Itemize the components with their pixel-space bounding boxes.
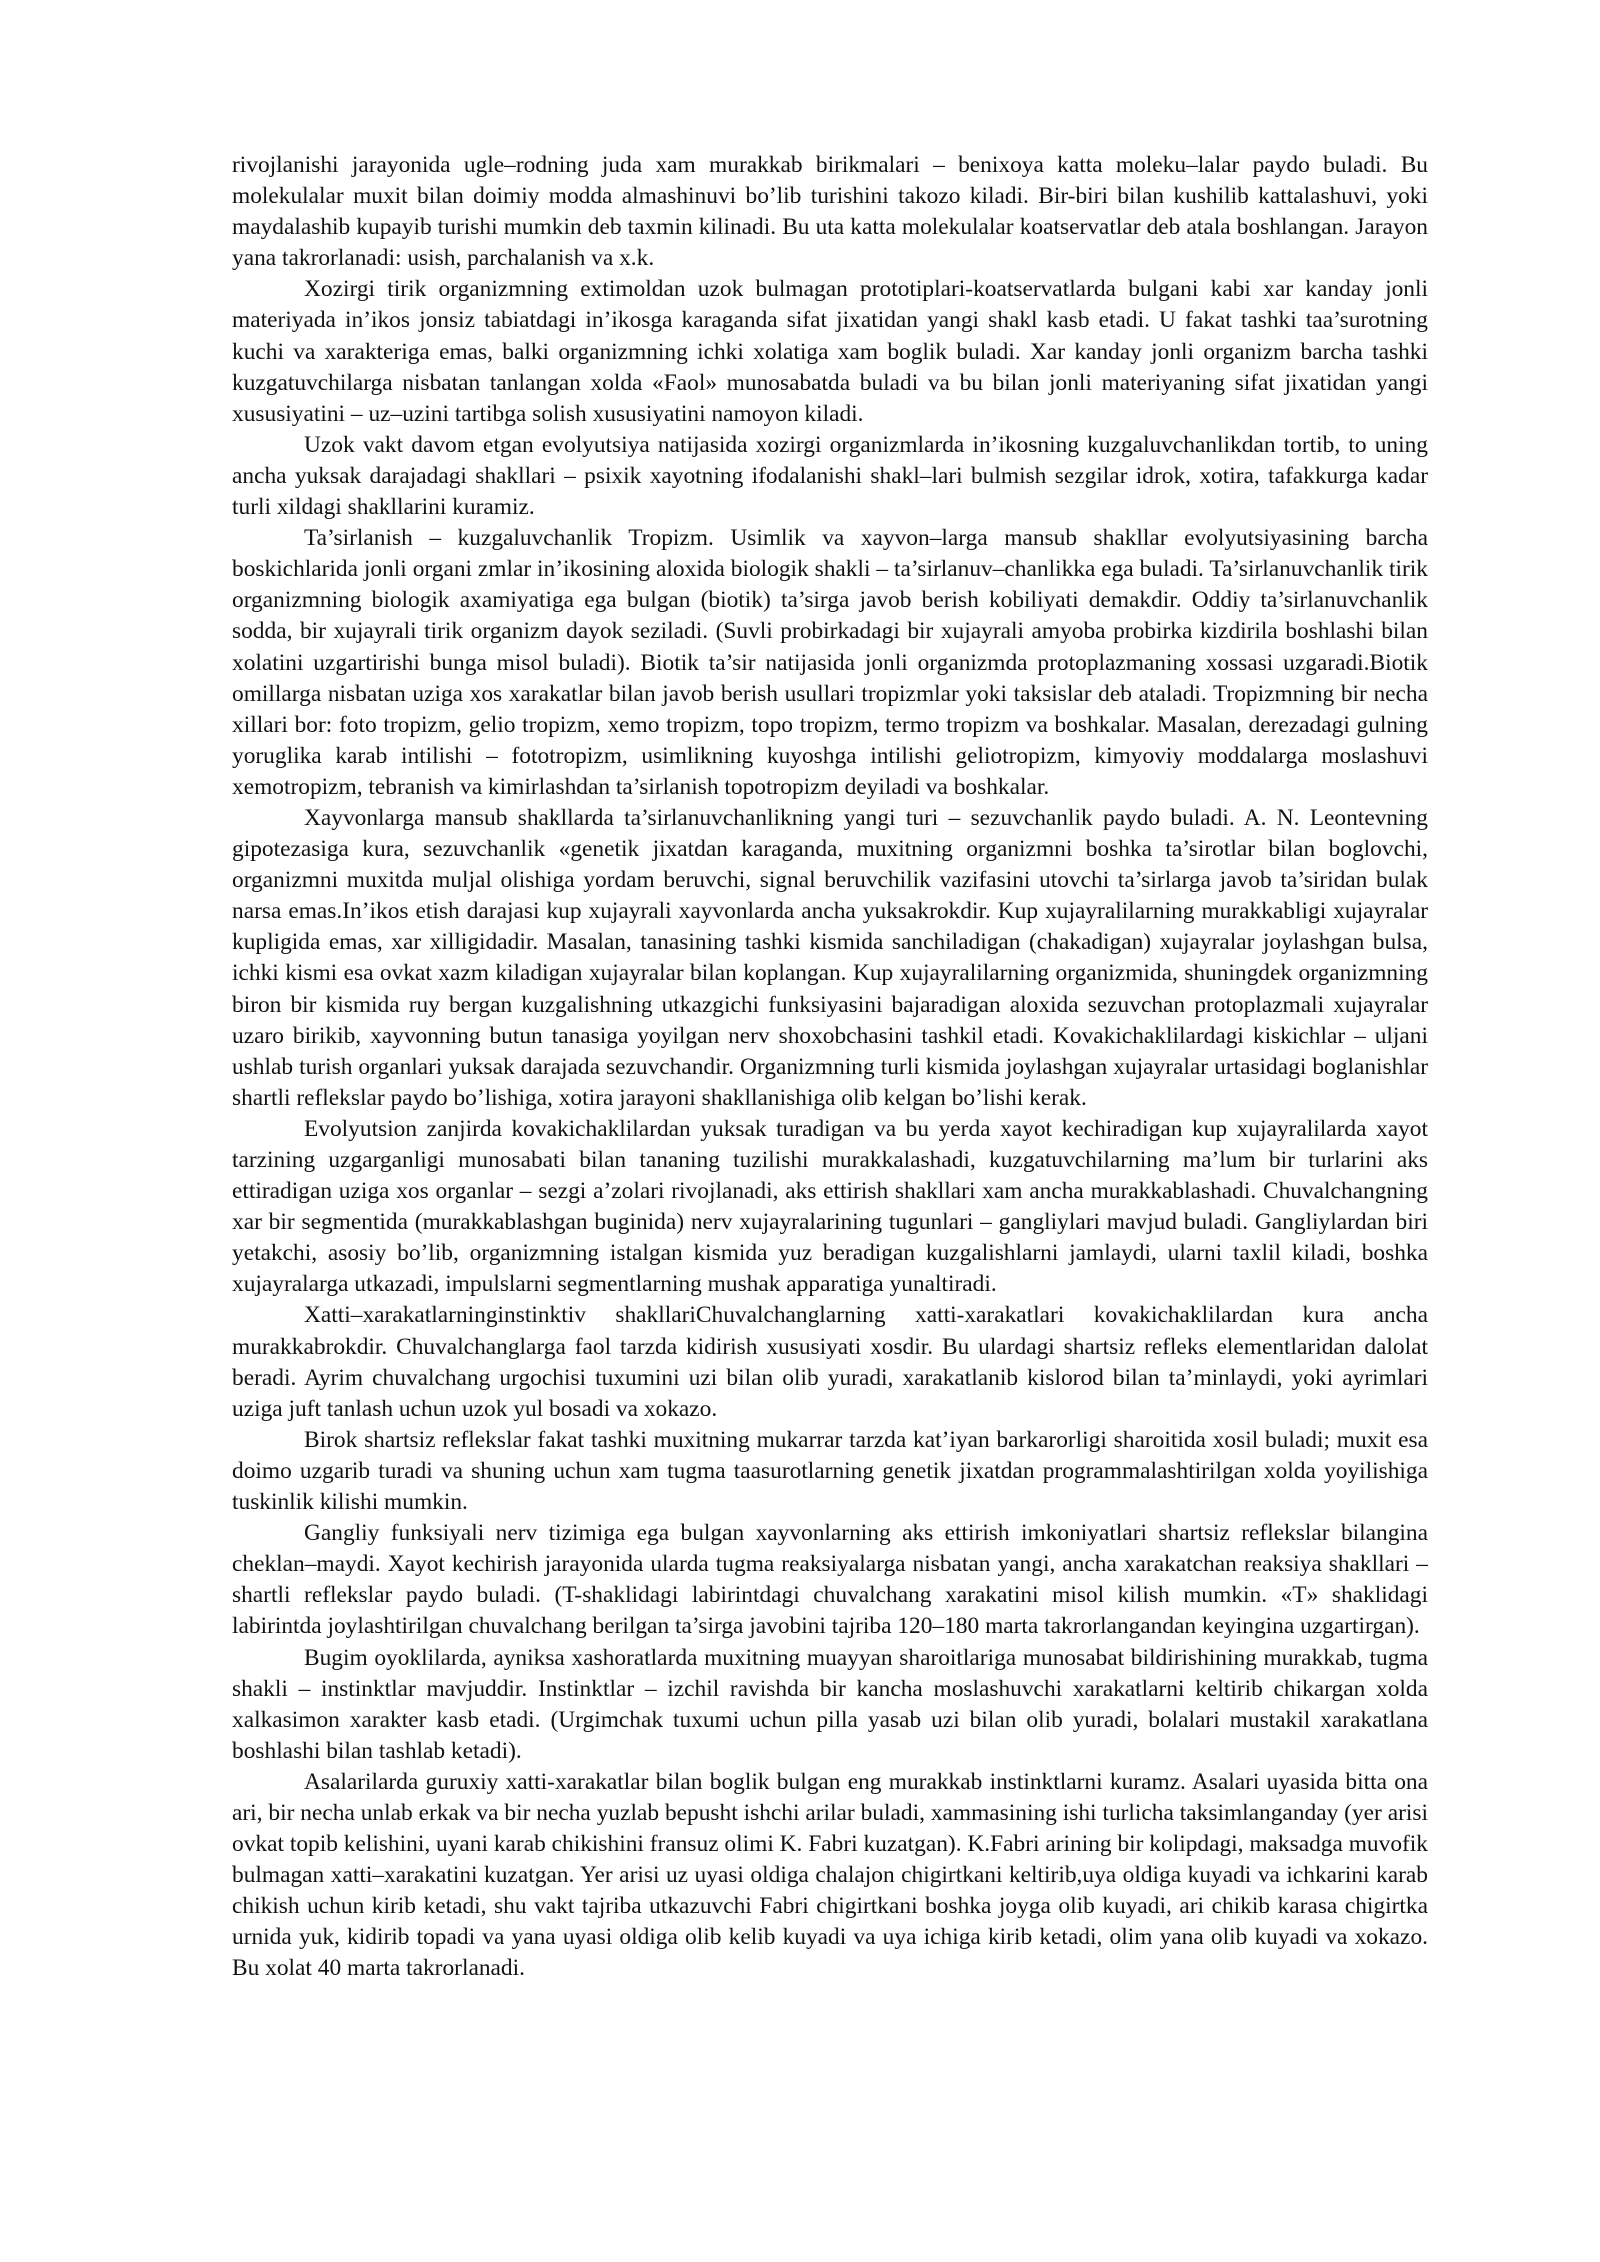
paragraph-7: Xatti–xarakatlarninginstinktiv shakllariChuvalchanglarning xatti-xarakatlari kovakichaklilardan kura ancha murakkabrokdir. Chuvalchanglarga faol tarzda kidirish xususiyati xosdir. Bu ulardagi shartsiz refleks elementlaridan dalolat beradi. Ayrim chuvalchang urgochisi tuxumini uzi bilan olib yuradi, xarakatlanib kislorod bilan ta’minlaydi, yoki ayrimlari uziga juft tanlash uchun uzok yul bosadi va xokazo. <box>232 1302 1428 1422</box>
paragraph-4: Ta’sirlanish – kuzgaluvchanlik Tropizm. Usimlik va xayvon–larga mansub shakllar evolyutsiyasining barcha boskichlarida jonli organi zmlar in’ikosining aloxida biologik shakli – ta’sirlanuv–chanlikka ega buladi. Ta’sirlanuvchanlik tirik organizmning biologik axamiyatiga ega bulgan (biotik) ta’sirga javob berish kobiliyati demakdir. Oddiy ta’sirlanuvchanlik sodda, bir xujayrali tirik organizm dayok seziladi. (Suvli probirkadagi bir xujayrali amyoba probirka kizdirila boshlashi bilan xolatini uzgartirishi bunga misol buladi). Biotik ta’sir natijasida jonli organizmda protoplazmaning xossasi uzgaradi.Biotik omillarga nisbatan uziga xos xarakatlar bilan javob berish usullari tropizmlar yoki taksislar deb ataladi. Tropizmning bir necha xillari bor: foto tropizm, gelio tropizm, xemo tropizm, topo tropizm, termo tropizm va boshkalar. Masalan, derezadagi gulning yoruglika karab intilishi – fototropizm, usimlikning kuyoshga intilishi geliotropizm, kimyoviy moddalarga moslashuvi xemotropizm, tebranish va kimirlashdan ta’sirlanish topotropizm deyiladi va boshkalar. <box>232 525 1428 800</box>
paragraph-10: Bugim oyoklilarda, ayniksa xashoratlarda muxitning muayyan sharoitlariga munosabat bildirishining murakkab, tugma shakli – instinktlar mavjuddir. Instinktlar – izchil ravishda bir kancha moslashuvchi xarakatlarni keltirib chikargan xolda xalkasimon xarakter kasb etadi. (Urgimchak tuxumi uchun pilla yasab uzi bilan olib yuradi, bolalari mustakil xarakatlana boshlashi bilan tashlab ketadi). <box>232 1644 1428 1764</box>
paragraph-5: Xayvonlarga mansub shakllarda ta’sirlanuvchanlikning yangi turi – sezuvchanlik paydo buladi. A. N. Leontevning gipotezasiga kura, sezuvchanlik «genetik jixatdan karaganda, muxitning organizmni boshka ta’sirotlar bilan boglovchi, organizmni muxitda muljal olishiga yordam beruvchi, signal beruvchilik vazifasini utovchi ta’sirlarga javob ta’siridan bulak narsa emas.In’ikos etish darajasi kup xujayrali xayvonlarda ancha yuksakrokdir. Kup xujayralilarning murakkabligi xujayralar kupligida emas, xar xilligidadir. Masalan, tanasining tashki kismida sanchiladigan (chakadigan) xujayralar joylashgan bulsa, ichki kismi esa ovkat xazm kiladigan xujayralar bilan koplangan. Kup xujayralilarning organizmida, shuningdek organizmning biron bir kismida ruy bergan kuzgalishning utkazgichi funksiyasini bajaradigan aloxida sezuvchan protoplazmali xujayralar uzaro birikib, xayvonning butun tanasiga yoyilgan nerv shoxobchasini tashkil etadi. Kovakichaklilardagi kiskichlar – uljani ushlab turish organlari yuksak darajada sezuvchandir. Organizmning turli kismida joylashgan xujayralar urtasidagi boglanishlar shartli reflekslar paydo bo’lishiga, xotira jarayoni shakllanishiga olib kelgan bo’lishi kerak. <box>232 804 1428 1111</box>
document-page <box>232 150 1428 1985</box>
paragraph-8: Birok shartsiz reflekslar fakat tashki muxitning mukarrar tarzda kat’iyan barkarorligi sharoitida xosil buladi; muxit esa doimo uzgarib turadi va shuning uchun xam tugma taasurotlarning genetik jixatdan programmalashtirilgan xolda yoyilishiga tuskinlik kilishi mumkin. <box>232 1426 1428 1516</box>
paragraph-2: Xozirgi tirik organizmning extimoldan uzok bulmagan prototiplari-koatservatlarda bulgani kabi xar kanday jonli materiyada in’ikos jonsiz tabiatdagi in’ikosga karaganda sifat jixatidan yangi shakl kasb etadi. U fakat tashki taa’surotning kuchi va xarakteriga emas, balki organizmning ichki xolatiga xam boglik buladi. Xar kanday jonli organizm barcha tashki kuzgatuvchilarga nisbatan tanlangan xolda «Faol» munosabatda buladi va bu bilan jonli materiyaning sifat jixatidan yangi xususiyatini – uz–uzini tartibga solish xususiyatini namoyon kiladi. <box>232 276 1428 427</box>
paragraph-3: Uzok vakt davom etgan evolyutsiya natijasida xozirgi organizmlarda in’ikosning kuzgaluvchanlikdan tortib, to uning ancha yuksak darajadagi shakllari – psixik xayotning ifodalanishi shakl–lari bulmish sezgilar idrok, xotira, tafakkurga kadar turli xildagi shakllarini kuramiz. <box>232 431 1428 521</box>
paragraph-9: Gangliy funksiyali nerv tizimiga ega bulgan xayvonlarning aks ettirish imkoniyatlari shartsiz reflekslar bilangina cheklan–maydi. Xayot kechirish jarayonida ularda tugma reaksiyalarga nisbatan yangi, ancha xarakatchan reaksiya shakllari – shartli reflekslar paydo buladi. (T-shaklidagi labirintdagi chuvalchang xarakatini misol kilish mumkin. «T» shaklidagi labirintda joylashtirilgan chuvalchang berilgan ta’sirga javobini tajriba 120–180 marta takrorlangandan keyingina uzgartirgan). <box>232 1520 1428 1640</box>
paragraph-1: rivojlanishi jarayonida ugle–rodning juda xam murakkab birikmalari – benixoya katta moleku–lalar paydo buladi. Bu molekulalar muxit bilan doimiy modda almashinuvi bo’lib turishini takozo kiladi. Bir-biri bilan kushilib kattalashuvi, yoki maydalashib kupayib turishi mumkin deb taxmin kilinadi. Bu uta katta molekulalar koatservatlar deb atala boshlangan. Jarayon yana takrorlanadi: usish, parchalanish va x.k. <box>232 152 1428 272</box>
paragraph-11: Asalarilarda guruxiy xatti-xarakatlar bilan boglik bulgan eng murakkab instinktlarni kuramz. Asalari uyasida bitta ona ari, bir necha unlab erkak va bir necha yuzlab bepusht ishchi arilar buladi, xammasining ishi turlicha taksimlanganday (yer arisi ovkat topib kelishini, uyani karab chikishini fransuz olimi K. Fabri kuzatgan). K.Fabri arining bir kolipdagi, maksadga muvofik bulmagan xatti–xarakatini kuzatgan. Yer arisi uz uyasi oldiga chalajon chigirtkani keltirib,uya oldiga kuyadi va ichkarini karab chikish uchun kirib ketadi, shu vakt tajriba utkazuvchi Fabri chigirtkani boshka joyga olib kuyadi, ari chikib karasa chigirtka urnida yuk, kidirib topadi va yana uyasi oldiga olib kelib kuyadi va uya ichiga kirib ketadi, olim yana olib kuyadi va xokazo. Bu xolat 40 marta takrorlanadi. <box>232 1768 1428 1982</box>
paragraph-6: Evolyutsion zanjirda kovakichaklilardan yuksak turadigan va bu yerda xayot kechiradigan kup xujayralilarda xayot tarzining uzgarganligi munosabati bilan tananing tuzilishi murakkalashadi, kuzgatuvchilarning ma’lum bir turlarini aks ettiradigan uziga xos organlar – sezgi a’zolari rivojlanadi, aks ettirish shakllari xam ancha murakkablashadi. Chuvalchangning xar bir segmentida (murakkablashgan buginida) nerv xujayralarining tugunlari – gangliylari mavjud buladi. Gangliylardan biri yetakchi, asosiy bo’lib, organizmning istalgan kismida yuz beradigan kuzgalishlarni jamlaydi, ularni taxlil kiladi, boshka xujayralarga utkazadi, impulslarni segmentlarning mushak apparatiga yunaltiradi. <box>232 1115 1428 1298</box>
